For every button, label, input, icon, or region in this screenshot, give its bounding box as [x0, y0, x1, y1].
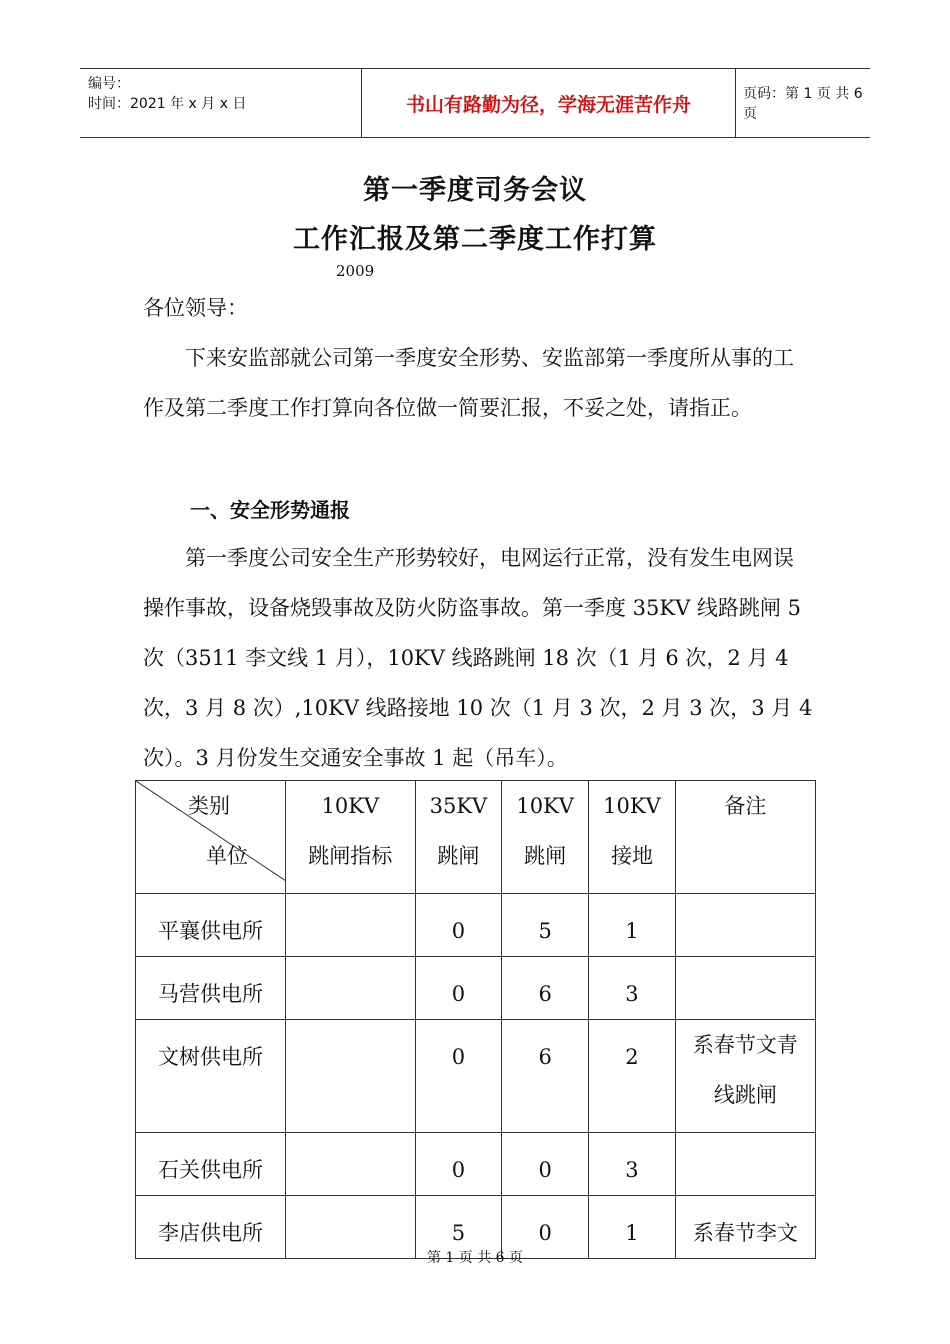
motto: 书山有路勤为径，学海无涯苦作舟 — [361, 69, 736, 137]
table-row — [136, 1133, 816, 1196]
unit-label: 单位 — [206, 844, 248, 868]
document-title: 第一季度司务会议 — [363, 175, 587, 206]
col-header-line: 备注 — [724, 794, 767, 818]
g10-cell: 3 — [589, 1133, 676, 1196]
t10-cell: 6 — [502, 957, 589, 1020]
unit-cell: 文树供电所 — [136, 1020, 286, 1133]
note-line: 系春节文青 — [692, 1033, 798, 1057]
unit-cell: 平襄供电所 — [136, 894, 286, 957]
g10-cell: 1 — [589, 1196, 676, 1259]
salutation: 各位领导： — [143, 296, 248, 320]
header-meta — [80, 69, 280, 137]
t35-cell: 0 — [415, 894, 502, 957]
number-label: 编号： — [88, 76, 130, 92]
note-cell — [675, 1133, 815, 1196]
document-year: 2009 — [336, 262, 375, 280]
page-footer: 第 1 页 共 6 页 — [426, 1250, 524, 1266]
t35-cell: 0 — [415, 1133, 502, 1196]
corner-cell — [136, 781, 286, 894]
col-header-line: 10KV — [603, 794, 661, 818]
note-line: 系春节李文 — [692, 1221, 798, 1245]
time-label: 时间：2021 年 x 月 x 日 — [88, 96, 247, 112]
col-header — [502, 781, 589, 894]
tripping-table — [135, 780, 816, 1259]
col-header — [415, 781, 502, 894]
col-header-line: 跳闸指标 — [308, 844, 393, 868]
t10-cell: 6 — [502, 1020, 589, 1133]
unit-cell: 马营供电所 — [136, 957, 286, 1020]
page-header — [80, 68, 870, 138]
section-heading: 一、安全形势通报 — [190, 498, 350, 522]
col-header — [589, 781, 676, 894]
col-header-line: 跳闸 — [524, 844, 567, 868]
col-header-line: 10KV — [321, 794, 380, 818]
index-cell — [286, 1020, 415, 1133]
note-cell — [675, 1020, 815, 1133]
note-cell — [675, 894, 815, 957]
table-header-row — [136, 781, 816, 894]
note-cell — [675, 957, 815, 1020]
col-header — [286, 781, 415, 894]
col-header-line: 跳闸 — [437, 844, 480, 868]
table-row — [136, 1020, 816, 1133]
index-cell — [286, 894, 415, 957]
category-label: 类别 — [188, 794, 230, 818]
section-paragraph: 第一季度公司安全生产形势较好，电网运行正常，没有发生电网误操作事故，设备烧毁事故及防火防盗事故。第一季度 35KV 线路跳闸 5 次（3511 李文线 1 月），10KV 线路跳闸 18 次（1 月 6 次，2 月 4 次，3 月 8 次）,10KV 线路接地 10 次（1 月 3 次，2 月 3 次，3 月 4 次）。3 月份发生交通安全事故 1 起（吊车）。 — [143, 546, 813, 770]
intro-paragraph: 下来安监部就公司第一季度安全形势、安监部第一季度所从事的工作及第二季度工作打算向各位做一简要汇报，不妥之处，请指正。 — [143, 346, 794, 420]
g10-cell: 3 — [589, 957, 676, 1020]
unit-cell: 李店供电所 — [136, 1196, 286, 1259]
col-header-line: 35KV — [429, 794, 488, 818]
g10-cell: 1 — [589, 894, 676, 957]
g10-cell: 2 — [589, 1020, 676, 1133]
unit-cell: 石关供电所 — [136, 1133, 286, 1196]
table-row — [136, 957, 816, 1020]
page-label: 页码：第 1 页 共 6 页 — [743, 86, 863, 122]
t10-cell: 5 — [502, 894, 589, 957]
col-header-line: 接地 — [610, 844, 653, 868]
index-cell — [286, 957, 415, 1020]
document-subtitle: 工作汇报及第二季度工作打算 — [293, 224, 657, 255]
table-row — [136, 894, 816, 957]
t10-cell: 0 — [502, 1133, 589, 1196]
note-line: 线跳闸 — [713, 1083, 777, 1107]
t35-cell: 0 — [415, 1020, 502, 1133]
t35-cell: 5 — [415, 1196, 502, 1259]
t35-cell: 0 — [415, 957, 502, 1020]
col-header — [675, 781, 815, 894]
t10-cell: 0 — [502, 1196, 589, 1259]
index-cell — [286, 1133, 415, 1196]
col-header-line: 10KV — [516, 794, 574, 818]
